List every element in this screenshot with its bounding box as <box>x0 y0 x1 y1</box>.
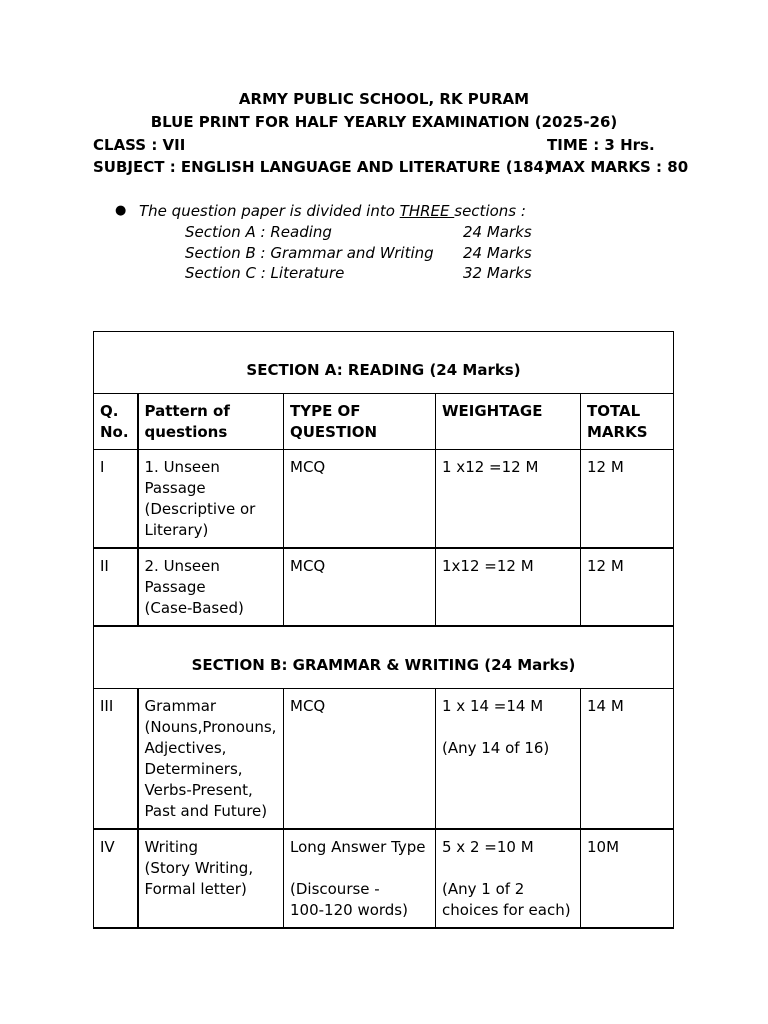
section-c-summary-marks: 32 Marks <box>463 264 532 282</box>
weightage-line: 1 x 14 =14 M <box>442 696 544 715</box>
header-total <box>581 394 674 450</box>
weightage-note: (Any 14 of 16) <box>442 738 550 757</box>
spacer <box>442 717 574 738</box>
max-marks-label: MAX MARKS : 80 <box>547 158 689 176</box>
intro-text-after: sections : <box>454 202 526 220</box>
row-pattern <box>138 548 284 626</box>
type-line: Long Answer Type <box>290 837 426 856</box>
document-title: BLUE PRINT FOR HALF YEARLY EXAMINATION (2025-26) <box>150 113 618 131</box>
header-type-line: QUESTION <box>290 423 378 441</box>
section-b-title: SECTION B: GRAMMAR & WRITING (24 Marks) <box>94 626 674 688</box>
table-row <box>94 450 674 549</box>
intro-text-underlined: THREE <box>399 202 455 220</box>
section-c-summary-name: Section C : Literature <box>185 264 345 282</box>
section-a-summary-name: Section A : Reading <box>185 223 332 241</box>
row-weightage: 1 x12 =12 M <box>436 450 581 549</box>
type-note: 100-120 words) <box>290 900 408 919</box>
time-label: TIME : 3 Hrs. <box>547 136 655 154</box>
row-qno: I <box>94 450 138 549</box>
row-total: 12 M <box>581 450 674 549</box>
type-note: (Discourse - <box>290 879 380 898</box>
row-qno: III <box>94 688 138 829</box>
section-a-summary-marks: 24 Marks <box>463 223 532 241</box>
pattern-line: Grammar <box>144 696 217 715</box>
table-row <box>94 688 674 829</box>
row-pattern <box>138 688 284 829</box>
header-qno-line: Q. <box>100 402 119 420</box>
header-qno <box>94 394 138 450</box>
pattern-line: Adjectives, <box>144 738 227 757</box>
table-row <box>94 829 674 928</box>
section-b-summary-marks: 24 Marks <box>463 244 532 262</box>
row-total: 12 M <box>581 548 674 626</box>
header-row <box>94 394 674 450</box>
spacer <box>442 858 574 879</box>
pattern-line: (Nouns,Pronouns, <box>144 717 277 736</box>
row-total: 14 M <box>581 688 674 829</box>
section-a-title-row <box>94 332 674 394</box>
pattern-line: (Story Writing, <box>144 858 254 877</box>
header-pattern-line: Pattern of <box>144 402 230 420</box>
pattern-line: (Case-Based) <box>144 599 244 617</box>
row-type: MCQ <box>284 688 436 829</box>
intro-text-before: The question paper is divided into <box>139 202 400 220</box>
bullet-icon: ● <box>115 203 127 218</box>
pattern-line: Passage <box>144 479 206 497</box>
pattern-line: Literary) <box>144 521 209 539</box>
school-name: ARMY PUBLIC SCHOOL, RK PURAM <box>238 90 530 108</box>
pattern-line: Writing <box>144 837 199 856</box>
pattern-line: Formal letter) <box>144 879 247 898</box>
pattern-line: Passage <box>144 578 206 596</box>
header-type <box>284 394 436 450</box>
header-weightage: WEIGHTAGE <box>436 394 581 450</box>
row-weightage <box>436 688 581 829</box>
pattern-line: 1. Unseen <box>144 458 220 476</box>
pattern-line: Determiners, <box>144 759 243 778</box>
header-pattern-line: questions <box>144 423 228 441</box>
pattern-line: 2. Unseen <box>144 557 220 575</box>
spacer <box>290 858 429 879</box>
section-b-title-row <box>94 626 674 688</box>
row-qno: II <box>94 548 138 626</box>
header-total-line: MARKS <box>587 423 648 441</box>
intro-text <box>139 202 526 220</box>
pattern-line: Verbs-Present, <box>144 780 253 799</box>
row-total: 10M <box>581 829 674 928</box>
header-type-line: TYPE OF <box>290 402 361 420</box>
header-total-line: TOTAL <box>587 402 641 420</box>
row-type: MCQ <box>284 548 436 626</box>
weightage-note: (Any 1 of 2 <box>442 879 525 898</box>
weightage-line: 5 x 2 =10 M <box>442 837 534 856</box>
header-pattern <box>138 394 284 450</box>
blueprint-table <box>93 331 674 929</box>
section-a-title: SECTION A: READING (24 Marks) <box>94 332 674 394</box>
pattern-line: Past and Future) <box>144 801 268 820</box>
row-type <box>284 829 436 928</box>
row-type: MCQ <box>284 450 436 549</box>
pattern-line: (Descriptive or <box>144 500 256 518</box>
row-weightage: 1x12 =12 M <box>436 548 581 626</box>
weightage-note: choices for each) <box>442 900 571 919</box>
section-b-summary-name: Section B : Grammar and Writing <box>185 244 434 262</box>
row-pattern <box>138 829 284 928</box>
row-pattern <box>138 450 284 549</box>
subject-label: SUBJECT : ENGLISH LANGUAGE AND LITERATURE (184) <box>93 158 551 176</box>
row-qno: IV <box>94 829 138 928</box>
table-row <box>94 548 674 626</box>
header-qno-line: No. <box>100 423 129 441</box>
class-label: CLASS : VII <box>93 136 186 154</box>
row-weightage <box>436 829 581 928</box>
